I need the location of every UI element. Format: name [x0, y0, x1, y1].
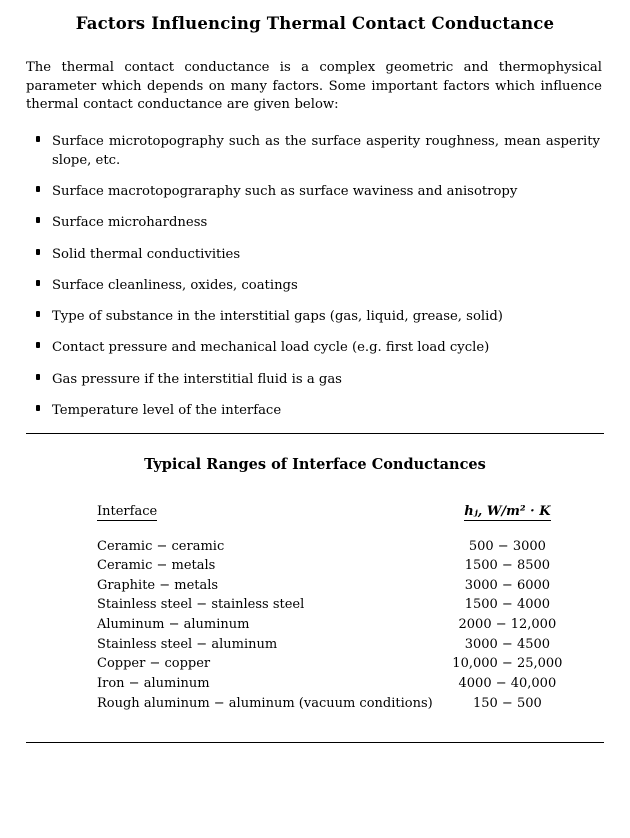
- interface-conductance-table: [65, 503, 565, 714]
- cell-interface: Graphite − metals: [97, 577, 219, 593]
- list-item-label: Contact pressure and mechanical load cycle (e.g. first load cycle): [52, 340, 490, 356]
- cell-interface: Stainless steel − aluminum: [97, 636, 278, 652]
- list-item-label: Solid thermal conductivities: [52, 246, 241, 262]
- table-row: [65, 576, 565, 596]
- cell-range: 2000 − 12,000: [458, 617, 557, 633]
- column-header-conductance: hⱼ, W/m² · K: [464, 504, 551, 520]
- list-item-label: Surface cleanliness, oxides, coatings: [52, 277, 298, 293]
- list-item: [34, 214, 602, 233]
- cell-range: 3000 − 4500: [464, 636, 551, 652]
- cell-range: 3000 − 6000: [464, 577, 551, 593]
- list-item-label: Surface macrotopograraphy such as surface waviness and anisotropy: [52, 184, 518, 200]
- bullet-icon: [36, 311, 40, 317]
- table-header-row: [65, 503, 565, 537]
- table-row: [65, 616, 565, 636]
- bullet-icon: [36, 405, 40, 411]
- bullet-icon: [36, 136, 40, 142]
- list-item: [34, 246, 602, 265]
- cell-interface: Iron − aluminum: [97, 675, 210, 691]
- list-item-label: Surface microtopography such as the surface asperity roughness, mean asperity slope, etc.: [52, 134, 600, 168]
- table-row: [65, 694, 565, 714]
- intro-paragraph: The thermal contact conductance is a complex geometric and thermophysical parameter which depends on many factors. Some important factors which influence thermal contact conductance are given below:: [26, 60, 602, 113]
- bullet-icon: [36, 217, 40, 223]
- list-item-label: Type of substance in the interstitial gaps (gas, liquid, grease, solid): [52, 309, 503, 325]
- cell-interface: Ceramic − ceramic: [97, 538, 225, 554]
- list-item-label: Surface microhardness: [52, 215, 208, 231]
- cell-range: 10,000 − 25,000: [452, 656, 563, 672]
- table-row: [65, 655, 565, 675]
- bullet-icon: [36, 342, 40, 348]
- bottom-divider: [26, 742, 604, 743]
- cell-interface: Copper − copper: [97, 656, 211, 672]
- table-title: Typical Ranges of Interface Conductances: [144, 456, 486, 474]
- list-item: [34, 371, 602, 390]
- cell-range: 1500 − 4000: [464, 597, 551, 613]
- table-row: [65, 537, 565, 557]
- list-item: [34, 308, 602, 327]
- table-row: [65, 557, 565, 577]
- bullet-icon: [36, 374, 40, 380]
- cell-range: 150 − 500: [472, 695, 542, 711]
- cell-range: 1500 − 8500: [464, 558, 551, 574]
- list-item: [34, 183, 602, 202]
- bullet-icon: [36, 280, 40, 286]
- list-item: [34, 402, 602, 421]
- list-item: [34, 339, 602, 358]
- cell-interface: Rough aluminum − aluminum (vacuum conditions): [97, 695, 433, 711]
- table-row: [65, 674, 565, 694]
- list-item: [34, 277, 602, 296]
- table-row: [65, 635, 565, 655]
- column-header-interface: Interface: [97, 504, 158, 520]
- list-item: [34, 133, 602, 170]
- document-page: [0, 8, 630, 838]
- cell-interface: Ceramic − metals: [97, 558, 216, 574]
- list-item-label: Temperature level of the interface: [52, 402, 282, 418]
- page-title: Factors Influencing Thermal Contact Conductance: [75, 14, 555, 33]
- factors-list: [24, 133, 606, 420]
- bullet-icon: [36, 186, 40, 192]
- cell-interface: Aluminum − aluminum: [97, 617, 250, 633]
- cell-range: 500 − 3000: [468, 538, 546, 554]
- table-row: [65, 596, 565, 616]
- list-item-label: Gas pressure if the interstitial fluid is a gas: [52, 371, 342, 387]
- bullet-icon: [36, 249, 40, 255]
- cell-range: 4000 − 40,000: [458, 675, 557, 691]
- cell-interface: Stainless steel − stainless steel: [97, 597, 305, 613]
- section-divider: [26, 433, 604, 434]
